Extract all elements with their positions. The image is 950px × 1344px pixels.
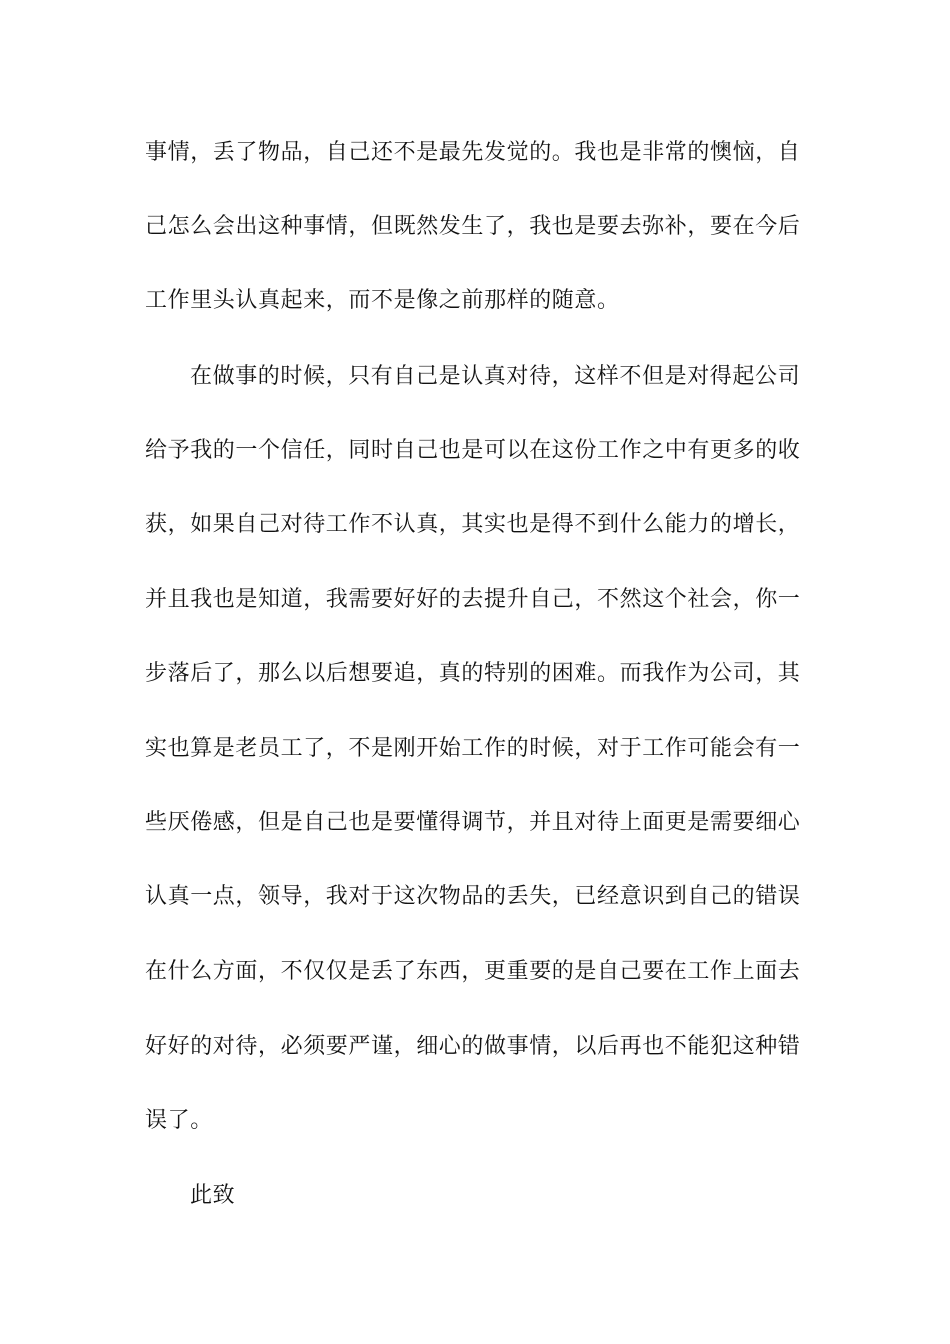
paragraph2-line-7: 些厌倦感，但是自己也是要懂得调节，并且对待上面更是需要细心: [145, 810, 801, 835]
paragraph1-line-2: 己怎么会出这种事情，但既然发生了，我也是要去弥补，要在今后: [145, 214, 801, 239]
paragraph2-line-8: 认真一点，领导，我对于这次物品的丢失，已经意识到自己的错误: [145, 884, 801, 909]
paragraph2-line-6: 实也算是老员工了，不是刚开始工作的时候，对于工作可能会有一: [145, 736, 801, 761]
paragraph2-line-3: 获，如果自己对待工作不认真，其实也是得不到什么能力的增长，: [145, 512, 801, 537]
paragraph2-line-2: 给予我的一个信任，同时自己也是可以在这份工作之中有更多的收: [145, 438, 801, 463]
closing-salutation: 此致: [190, 1183, 236, 1208]
paragraph2-line-9: 在什么方面，不仅仅是丢了东西，更重要的是自己要在工作上面去: [145, 959, 801, 984]
paragraph1-line-3: 工作里头认真起来，而不是像之前那样的随意。: [145, 288, 620, 313]
paragraph2-line-10: 好好的对待，必须要严谨，细心的做事情，以后再也不能犯这种错: [145, 1034, 801, 1059]
paragraph2-line-4: 并且我也是知道，我需要好好的去提升自己，不然这个社会，你一: [145, 587, 801, 612]
paragraph2-line-5: 步落后了，那么以后想要追，真的特别的困难。而我作为公司，其: [145, 661, 801, 686]
paragraph2-line-1: 在做事的时候，只有自己是认真对待，这样不但是对得起公司: [190, 364, 801, 389]
paragraph2-line-11: 误了。: [145, 1108, 213, 1133]
paragraph1-line-1: 事情，丢了物品，自己还不是最先发觉的。我也是非常的懊恼，自: [145, 140, 801, 165]
